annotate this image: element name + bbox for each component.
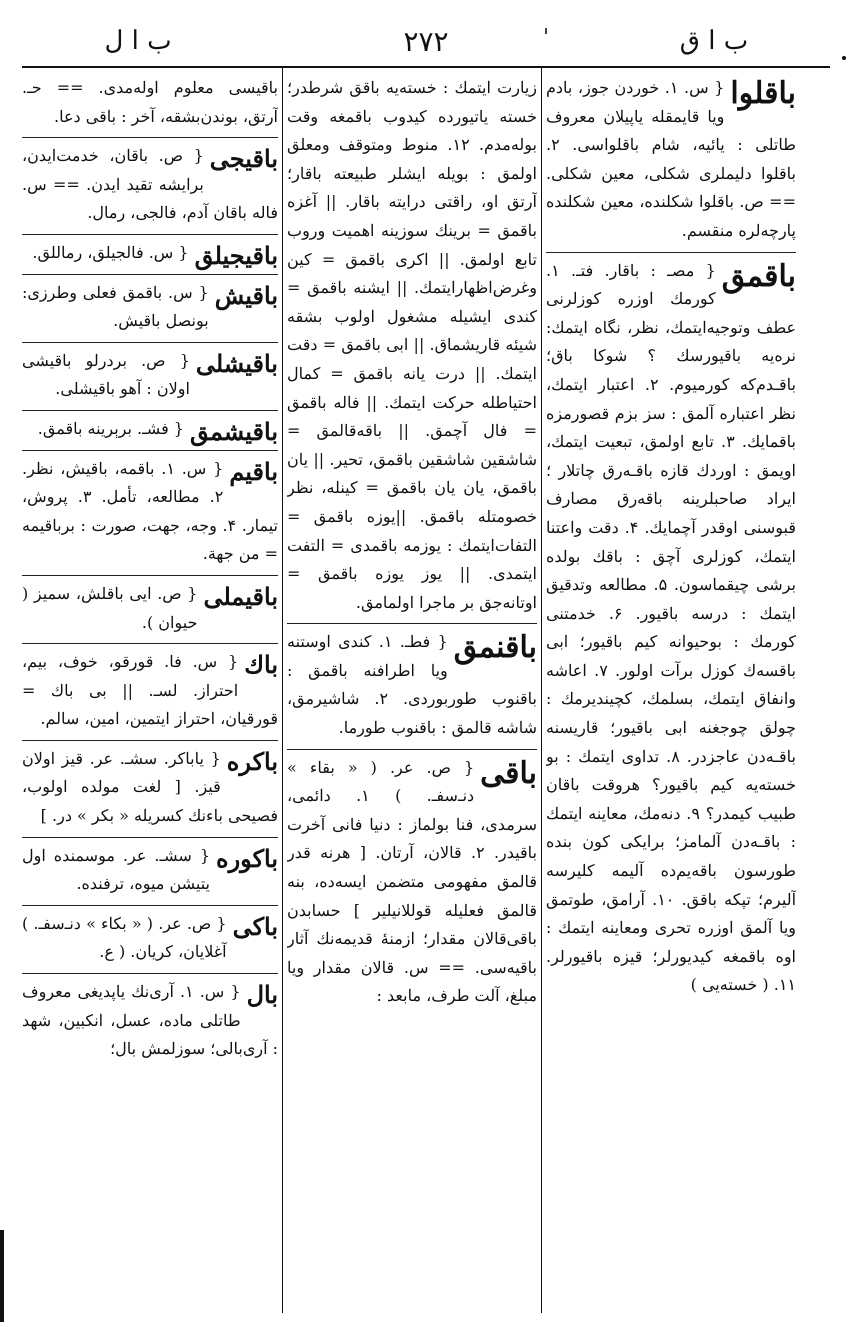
dictionary-entry-continued [22, 70, 278, 138]
dictionary-entry [22, 451, 278, 576]
entry-headword: باقیش [214, 280, 278, 310]
entry-headword: باقنمق [453, 630, 537, 666]
entry-definition: { ص. بردرلو باقیشی اولان : آهو باقیشلی. [22, 350, 190, 399]
entry-headword: باقی [480, 755, 537, 791]
entry-headword: باقیم [229, 456, 278, 486]
left-running-head: ب ا ل [104, 26, 172, 56]
entry-definition: { س. ۱. خوردن جوز، بادم ویا قایمقله یاپیلان معروف طاتلی : یائیه، شام باقلواسی. ۲. باقلوا دلیملری شکلی، معین شکلی. == ص. باقلوا شکلنده، معین شکلنده پارچه‌لره منقسم. [546, 78, 796, 240]
entry-definition: { س. فا. قورقو، خوف، بیم، احتراز. لسـ. || بی باك = قورقیان، احتراز ایتمین، امین، سالم. [22, 652, 278, 729]
entry-definition: { س. باقمق فعلی وطرزی: بونصل باقیش. [22, 282, 209, 331]
column-left [22, 70, 278, 1313]
dictionary-entry [22, 974, 278, 1070]
dictionary-entry [22, 576, 278, 644]
dictionary-entry [22, 138, 278, 235]
page-header [28, 18, 824, 64]
entry-definition: { ص. باقان، خدمت‌ایدن، برایشه تقید ایدن. == س. فاله باقان آدم، فالجی، رمال. [22, 146, 278, 223]
entry-definition: { ص. ایی باقلش، سمیز ( حیوان ). [22, 583, 198, 632]
dictionary-entry-continued [287, 70, 537, 624]
entry-definition: { سشـ. عر. موسمنده اول یتیشن میوه، ترفنده. [22, 845, 211, 894]
entry-definition: { فطـ. ۱. کندی اوستنه ویا اطرافنه باقمق : باقنوب طوربوردی. ۲. شاشیرمق، شاشه قالمق : باقنوب طورما. [287, 632, 537, 738]
entry-headword: باقلوا [730, 76, 796, 111]
dictionary-entry [22, 235, 278, 275]
entry-definition: { س. ۱. باقمه، باقیش، نظر. ۲. مطالعه، تأمل. ۳. پروش، تیمار. ۴. وجه، جهت، صورت : برباقیمه = من جهة. [22, 458, 278, 564]
entry-headword: باقیملی [203, 581, 278, 611]
entry-headword: باکوره [216, 843, 278, 873]
entry-headword: باك [244, 650, 278, 680]
entry-headword: باقیشلی [195, 348, 278, 378]
margin-dot [842, 56, 846, 60]
entry-definition: { فشـ. برېرینه باقمق. [37, 418, 184, 438]
dictionary-entry [546, 70, 796, 253]
entry-headword: باکره [226, 746, 278, 776]
entry-definition: { س. فالجیلق، رماللق. [32, 242, 189, 262]
dictionary-entry [22, 275, 278, 343]
entry-headword: باقیجیلق [194, 240, 278, 270]
entry-headword: باکی [232, 911, 278, 941]
dictionary-entry [22, 741, 278, 838]
dictionary-entry [22, 838, 278, 906]
column-divider-right [541, 66, 542, 1313]
entry-definition: زیارت ایتمك : خسته‌یه باقق شرطدر؛ خسته یاتیورده کیدوب باقمغه وقت بوله‌مدم. ۱۲. منوط ومتوقف ومعلق اولمق : بویله ایشلر طبیعته باقار؛ آرتق او، راقتی درایته باقار. || آغزه باقمق = برینك سوزینه اهمیت وروب تابع اولمق. || اکری باقمق = کین وغرض‌اظهارایتمك. || ایشنه باقمق = کندی ایشیله مشغول اولوب بشقه شیئه قاریشماق. || ابی باقمق = دقت ایتمك. || درت یانه باقمق = کمال احتیاطله حرکت ایتمك. || فاله باقمق = فال آچمق. || باقه‌قالمق = شاشقین شاشقین باقمق، تحیر. || یان باقمق، یان یان باقمق = کینله، نظر خصومتله باقمق. ||یوزه باقمق = التفات‌ایتمك : یوزمه باقمدی = التفت ایتمدی. || یوز یوزه باقمق = اوتانه‌جق بر ماجرا اولمامق. [287, 78, 537, 612]
column-middle [287, 70, 537, 1313]
entry-headword: باقیشمق [189, 416, 278, 446]
header-rule [22, 66, 830, 68]
dictionary-entry [287, 624, 537, 749]
dictionary-entry [546, 253, 796, 1006]
column-right [546, 70, 796, 1313]
entry-definition: { ص. عر. ( « بکاء » دنـ‌سفـ. ) آغلایان، کریان. ( ع. [22, 913, 227, 962]
dictionary-entry [22, 411, 278, 451]
entry-headword: بال [246, 980, 278, 1010]
dictionary-entry [22, 644, 278, 741]
entry-definition: باقیسی معلوم اوله‌مدی. == حـ. آرتق، بوندن‌بشقه، آخر : باقی دعا. [22, 78, 278, 126]
entry-definition: { یاباکر. سشـ. عر. قیز اولان قیز. [ لغت مولده اولوب، فصیحی باءنك کسریله « بکر » در. ] [22, 748, 278, 826]
dictionary-entry [22, 343, 278, 411]
column-divider-left [282, 66, 283, 1313]
entry-definition: { ص. عر. ( « بقاء » دنـ‌سفـ. ) ۱. دائمی، سرمدی، فنا بولماز : دنیا فانی آخرت باقیدر. ۲. قالان، آرتان. [ هرنه قدر قالمق مفهومی متضمن ایسه‌ده، بنه قالمق فعلیله قوللانیلیر ] حسابدن باقی‌قالان مقدار؛ ازمنهٔ قدیمه‌نك آثار باقیه‌سی. == س. قالان مقدار ویا مبلغ، آلت طرف، مابعد : [287, 757, 537, 1006]
entry-headword: باقمق [721, 258, 796, 294]
entry-headword: باقیجی [209, 144, 278, 174]
entry-definition: { مصـ : باقار. فتـ. ۱. کورمك اوزره کوزلرنی عطف وتوجیه‌ایتمك، نظر، نگاه ایتمك: نره‌یه باقیورسك ؟ شوکا باق؛ باقـدم‌که کورمیوم. ۲. اعتبار ایتمك، نظر اعتباره آلمق : سز بزم قصورمزه باقمایك. ۳. تابع اولمق، تبعیت ایتمك، اویمق : اوردك قازه باقـه‌رق چاتلار ؛ ایراد صاحبلرینه باقه‌رق مصارف قبوسنی اوقدر آچمایك. ۴. دقت واعتنا ایتمك، کوزلری آچق : باقك بولده برشی چیقماسون. ۵. مطالعه وتدقیق ایتمك : درسه باقیور. ۶. خدمتنی کورمك : بوحیوانه کیم باقیور؛ ابی باقسه‌ك کوزل برآت اولور. ۷. اعاشه وانفاق ایتمك، بسلمك، کچیندیرمك : چولق چوجغنه ابی باقیور؛ قاریسنه باقـه‌دن عاجزدر. ۸. تداوی ایتمك : بو خسته‌یه کیم باقیور؟ هروقت باقان طبیب کیمدر؟ ۹. دنه‌مك، معاینه ایتمك : باقـه‌دن آلمامز؛ برایکی کون بنده طورسون باقه‌یم‌ده آلیمه کلیرسه آلیرم؛ تپکه باقق. ۱۰. آرامق، طوتمق ویا آلمق اوزره تحری ومعاینه ایتمك : اوه باقمغه کیدیورلر؛ قیزه باقیورلر. ۱۱. ( خسته‌یی ) [546, 260, 796, 995]
dictionary-entry [287, 750, 537, 1017]
right-running-head: ب ا ق [679, 26, 749, 56]
scan-edge-mark [0, 1230, 4, 1322]
entry-definition: { س. ۱. آری‌نك یاپدیغی معروف طاتلی ماده، عسل، انکبین، شهد : آری‌بالی؛ سوزلمش بال؛ [22, 982, 278, 1059]
dictionary-entry [22, 906, 278, 974]
page-number: ۲۷۲ [403, 24, 449, 58]
